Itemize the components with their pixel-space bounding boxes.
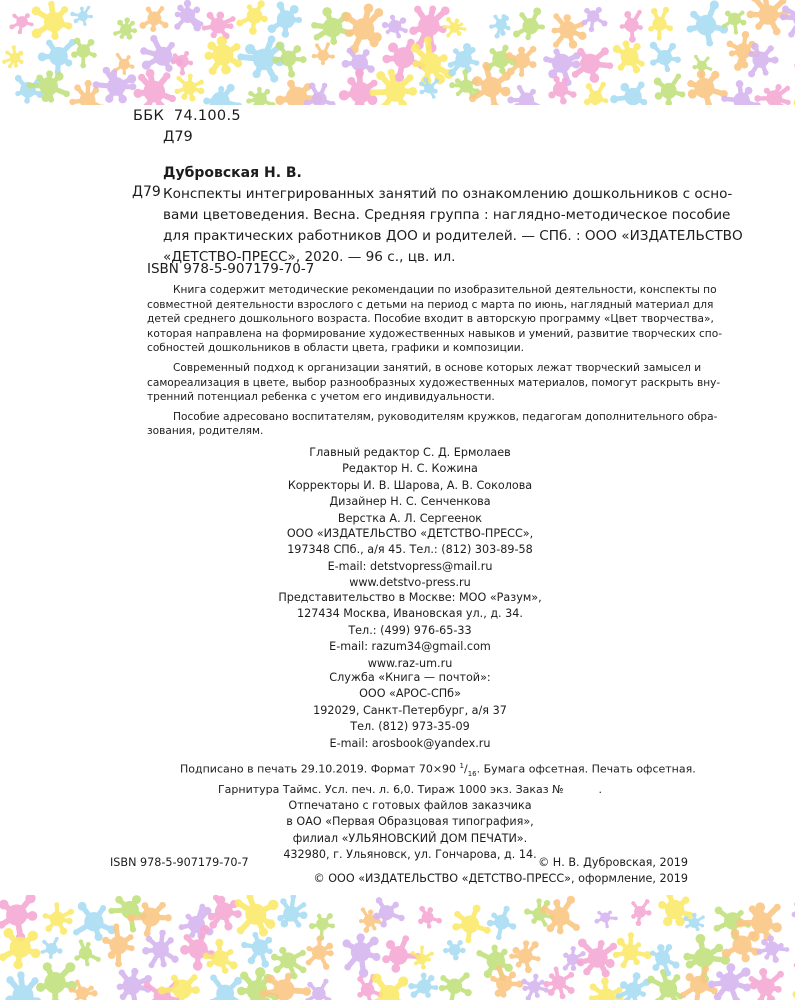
printing-house-info: [180, 798, 640, 864]
title-line: «ДЕТСТВО-ПРЕСС», 2020. — 96 с., цв. ил.: [163, 249, 456, 265]
annotation-paragraph: [147, 283, 723, 356]
publisher-email: E-mail: detstvopress@mail.ru: [327, 559, 493, 573]
title-line: вами цветоведения. Весна. Средняя группа : наглядно-методическое пособие: [163, 207, 731, 223]
printing-house-line: Отпечатано с готовых файлов заказчика: [288, 799, 532, 812]
service-line: Служба «Книга — почтой»:: [329, 671, 491, 684]
annotation-line: тренний потенциал ребенка с учетом его индивидуальности.: [147, 391, 495, 404]
annotation-line: совместной деятельности взрослого с детьми на период с марта по июнь, наглядный материал для: [147, 298, 714, 311]
credit-line: Дизайнер Н. С. Сенченкова: [329, 495, 491, 509]
printing-details: [180, 758, 696, 799]
annotation-line: Пособие адресовано воспитателям, руководителям кружков, педагогам дополнительного обра-: [173, 410, 718, 423]
annotation-line: которая направлена на формирование художественных навыков и умений, развитие творческих спо-: [147, 327, 723, 340]
representative-phone: Тел.: (499) 976-65-33: [348, 623, 472, 637]
annotation: [147, 283, 723, 444]
publisher-website: www.detstvo-press.ru: [349, 576, 471, 590]
bbk-label: ББК: [133, 108, 165, 124]
print-line-start: Подписано в печать 29.10.2019. Формат 70×90: [180, 762, 460, 776]
annotation-paragraph: [147, 361, 721, 405]
credit-line: Верстка А. Л. Сергеенок: [337, 511, 483, 525]
representative-line: Представительство в Москве: МОО «Разум»,: [278, 591, 542, 604]
credit-line: Корректоры И. В. Шарова, А. В. Соколова: [287, 478, 533, 492]
print-typeface-line: Гарнитура Таймс. Усл. печ. л. 6,0. Тираж 1000 экз. Заказ № .: [217, 783, 603, 797]
print-line-end: . Бумага офсетная. Печать офсетная.: [476, 762, 696, 776]
bbk-index: 74.100.5: [173, 108, 241, 124]
annotation-paragraph: [147, 410, 718, 439]
publisher-info: [180, 526, 640, 592]
printing-house-line: в ОАО «Первая Образцовая типография»,: [286, 815, 534, 829]
service-phone: Тел. (812) 973-35-09: [350, 720, 470, 734]
copyright-author: © Н. В. Дубровская, 2019: [538, 856, 688, 869]
bbk-author-mark: Д79: [163, 129, 193, 145]
service-line: ООО «АРОС-СПб»: [359, 687, 461, 701]
printing-house-line: филиал «УЛЬЯНОВСКИЙ ДОМ ПЕЧАТИ».: [292, 831, 528, 845]
catalog-code: Д79: [132, 184, 161, 200]
title-line: Конспекты интегрированных занятий по ознакомлению дошкольников с осно-: [163, 186, 733, 202]
representative-website: www.raz-um.ru: [367, 656, 453, 670]
annotation-line: Современный подход к организации занятий, в основе которых лежат творческий замысел и: [173, 361, 702, 374]
bbk-code: [133, 108, 241, 124]
isbn: ISBN 978-5-907179-70-7: [147, 261, 315, 277]
format-fraction-denominator: 16: [467, 769, 477, 778]
editorial-credits: [180, 445, 640, 527]
mail-order-service-info: [180, 670, 640, 752]
annotation-line: Книга содержит методические рекомендации по изобразительной деятельности, конспекты по: [173, 284, 717, 296]
service-email: E-mail: arosbook@yandex.ru: [329, 736, 491, 750]
credit-line: Редактор Н. С. Кожина: [342, 462, 478, 476]
moscow-representative-info: [180, 590, 640, 672]
format-fraction-numerator: 1: [459, 762, 464, 770]
author-name: Дубровская Н. В.: [163, 165, 302, 181]
representative-line: 127434 Москва, Ивановская ул., д. 34.: [297, 607, 523, 621]
annotation-line: детей среднего дошкольного возраста. Пособие входит в авторскую программу «Цвет творчества»,: [147, 313, 714, 326]
publisher-line: 197348 СПб., а/я 45. Тел.: (812) 303-89-58: [287, 543, 533, 557]
printing-house-line: 432980, г. Ульяновск, ул. Гончарова, д. 14.: [283, 848, 537, 862]
service-line: 192029, Санкт-Петербург, а/я 37: [313, 703, 507, 717]
annotation-line: собностей дошкольников в области цвета, графики и композиции.: [147, 342, 524, 355]
title-line: для практических работников ДОО и родителей. — СПб. : ООО «ИЗДАТЕЛЬСТВО: [163, 228, 743, 244]
representative-email: E-mail: razum34@gmail.com: [329, 640, 491, 654]
isbn-bottom: ISBN 978-5-907179-70-7: [110, 856, 249, 869]
annotation-line: зования, родителям.: [147, 425, 264, 438]
credit-line: Главный редактор С. Д. Ермолаев: [309, 446, 511, 459]
annotation-line: самореализация в цвете, выбор разнообразных художественных материалов, помогут раскрыть вну-: [147, 376, 721, 389]
bibliographic-description: [163, 184, 743, 268]
print-format-line: Подписано в печать 29.10.2019. Формат 70×90 $^1/_{16}$. Бумага офсетная. Печать офсетная.: [180, 762, 696, 778]
publisher-line: ООО «ИЗДАТЕЛЬСТВО «ДЕТСТВО-ПРЕСС»,: [286, 527, 534, 540]
copyright-publisher: © ООО «ИЗДАТЕЛЬСТВО «ДЕТСТВО-ПРЕСС», оформление, 2019: [313, 872, 688, 885]
